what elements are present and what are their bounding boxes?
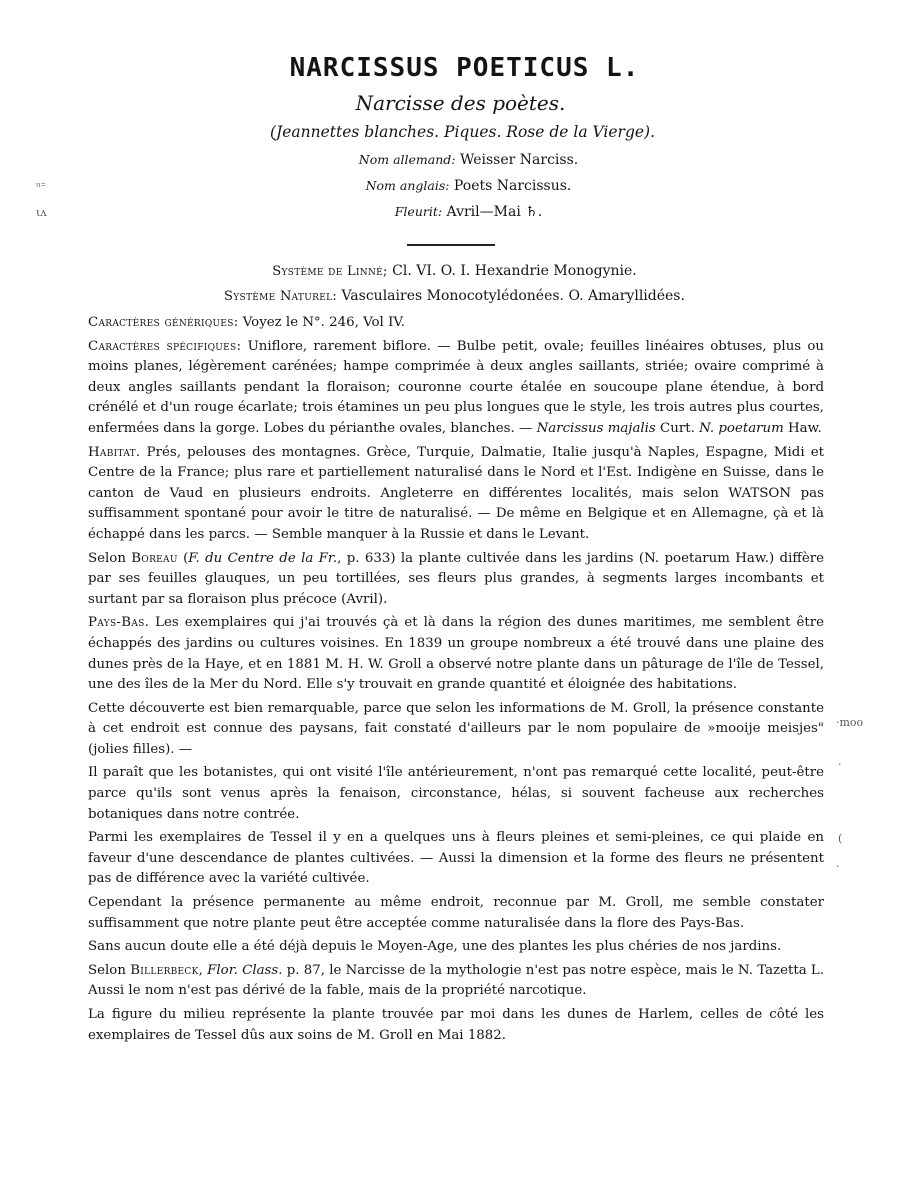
margin-mark: ·	[836, 860, 840, 873]
pays-bas-text: Les exemplaires qui j'ai trouvés çà et là dans la région des dunes maritimes, me semblent être échappés des jardins ou cultures voisines. En 1839 un groupe nombreux a été trouvé dans une plaine des dunes près de la Haye, et en 1881 M. H. W. Groll a observé notre plante dans un pâturage de l'île de Tessel, une des îles de la Mer du Nord. Elle s'y trouvait en grande quantité et éloignée des habitations.	[88, 615, 824, 693]
billerbeck-sep: ,	[198, 962, 208, 978]
linne-system-value: Cl. VI. O. I. Hexandrie Monogynie.	[392, 263, 637, 279]
generic-characters-label: Caractères génériques:	[88, 315, 239, 330]
synonym-poetarum: N. poetarum	[699, 420, 784, 436]
paragraph-pays-bas	[88, 613, 824, 695]
habitat-label: Habitat.	[88, 444, 141, 460]
page-header	[0, 52, 909, 246]
paragraph-billerbeck	[88, 961, 824, 1002]
paragraph-discovery: Cette découverte est bien remarquable, parce que selon les informations de M. Groll, la présence constante à cet endroit est connue des paysans, fait constaté d'ailleurs par le nom populaire de »mooije meisjes" (jolies filles). —	[88, 700, 824, 757]
margin-mark: ·moo	[836, 716, 864, 729]
page-title: NARCISSUS POETICUS L.	[289, 53, 640, 83]
boreau-name: Boreau	[131, 550, 178, 566]
french-name: Narcisse des poètes.	[355, 91, 566, 115]
natural-system-row	[0, 287, 909, 306]
natural-system-label: Système Naturel:	[224, 289, 338, 304]
boreau-start: Selon	[88, 550, 132, 566]
margin-mark: (	[838, 832, 843, 845]
synonym-author-haw: Haw.	[783, 420, 822, 436]
paragraph-middle-ages: Sans aucun doute elle a été déjà depuis le Moyen-Age, une des plantes les plus chéries de nos jardins.	[88, 939, 782, 955]
paragraph-generic-characters	[88, 313, 824, 334]
paragraph-boreau	[88, 549, 824, 611]
boreau-reference: F. du Centre de la Fr.	[188, 550, 338, 566]
billerbeck-start: Selon	[88, 962, 131, 978]
billerbeck-name: Billerbeck	[130, 962, 199, 978]
linne-system-row	[0, 262, 909, 281]
billerbeck-reference: Flor. Class.	[207, 962, 283, 978]
paragraph-specific-characters	[88, 337, 824, 440]
margin-mark: ·	[838, 758, 842, 771]
natural-system-value: Vasculaires Monocotylédonées. O. Amaryllidées.	[341, 288, 685, 304]
divider-rule	[407, 244, 495, 246]
boreau-text: , p. 633) la plante cultivée dans les jardins (N. poetarum Haw.) diffère par ses feuilles glauques, un peu tortillées, ses fleurs plus grandes, à segments larges incombants et surtant par sa floraison plus précoce (Avril).	[88, 550, 824, 607]
synonym-author-curt: Curt.	[655, 420, 700, 436]
margin-mark: ιʌ	[36, 206, 47, 219]
linne-system-label: Système de Linné;	[272, 264, 388, 279]
habitat-text: Prés, pelouses des montagnes. Grèce, Turquie, Dalmatie, Italie jusqu'à Naples, Espagne, Midi et Centre de la France; plus rare et partiellement naturalisé dans le Nord et l'Est. Indigène en Suisse, dans le canton de Vaud en plusieurs endroits. Angleterre en différentes localités, mais selon WATSON pas suffisamment spontané pour avoir le titre de naturalisé. — De même en Belgique et en Allemagne, çà et là échappé dans les parcs. — Semble manquer à la Russie et dans le Levant.	[88, 444, 824, 542]
english-name-row	[14, 176, 909, 196]
margin-mark: ᵘ⁼	[36, 180, 47, 193]
specific-characters-label: Caractères spécifiques:	[88, 338, 242, 354]
german-name-label: Nom allemand:	[358, 152, 456, 167]
paragraph-presence: Cependant la présence permanente au même endroit, reconnue par M. Groll, me semble constater suffisamment que notre plante peut être acceptée comme naturalisée dans la flore des Pays-Bas.	[88, 895, 824, 931]
paragraph-habitat	[88, 443, 824, 546]
paragraph-tessel: Parmi les exemplaires de Tessel il y en a quelques uns à fleurs pleines et semi-pleines, ce qui plaide en faveur d'une descendance de plantes cultivées. — Aussi la dimension et la forme des fleurs ne présentent pas de différence avec la variété cultivée.	[88, 830, 824, 887]
common-names: (Jeannettes blanches. Piques. Rose de la Vierge).	[269, 123, 656, 141]
flowering-value: Avril—Mai ♄.	[446, 204, 543, 220]
english-name-label: Nom anglais:	[365, 178, 450, 193]
generic-characters-text: Voyez le N°. 246, Vol IV.	[238, 315, 405, 330]
document-body	[88, 313, 824, 1049]
pays-bas-label: Pays-Bas.	[88, 615, 150, 631]
german-name-value: Weisser Narciss.	[459, 152, 579, 168]
paragraph-figure: La figure du milieu représente la plante trouvée par moi dans les dunes de Harlem, celles de côté les exemplaires de Tessel dûs aux soins de M. Groll en Mai 1882.	[88, 1007, 824, 1043]
flowering-row	[14, 202, 909, 222]
german-name-row	[14, 150, 909, 170]
english-name-value: Poets Narcissus.	[453, 178, 572, 194]
flowering-label: Fleurit:	[394, 204, 443, 219]
paragraph-botanists: Il paraît que les botanistes, qui ont visité l'île antérieurement, n'ont pas remarqué cette localité, peut-être parce qu'ils sont venus après la fenaison, circonstance, hélas, si souvent facheuse aux recherches botaniques dans notre contrée.	[88, 765, 824, 822]
specific-characters-text: Uniflore, rarement biflore. — Bulbe petit, ovale; feuilles linéaires obtuses, plus ou moins planes, légèrement carénées; hampe comprimée à deux angles saillants, striée; ovaire comprimé à deux angles saillants pendant la floraison; couronne courte étalée en soucoupe plane étendue, à bord crénélé et d'un rouge écarlate; trois étamines un peu plus longues que le style, les trois autres plus courtes, enfermées dans la gorge. Lobes du périanthe ovales, blanches. —	[88, 338, 824, 436]
boreau-open: (	[177, 550, 189, 566]
billerbeck-text: p. 87, le Narcisse de la mythologie n'est pas notre espèce, mais le N. Tazetta L. Aussi le nom n'est pas dérivé de la fable, mais de la propriété narcotique.	[88, 962, 825, 999]
synonym-majalis: Narcissus majalis	[536, 420, 656, 436]
